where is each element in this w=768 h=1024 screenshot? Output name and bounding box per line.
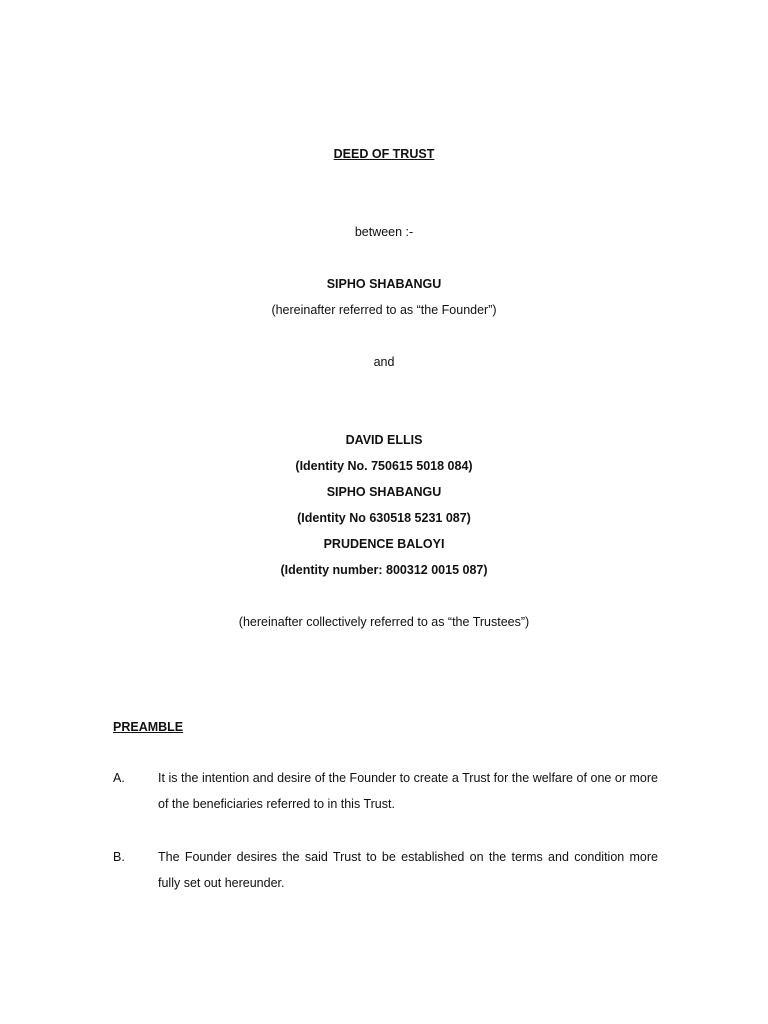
clause-text: It is the intention and desire of the Founder to create a Trust for the welfare of one or more of the beneficiaries referred to in this Trust. (158, 771, 658, 811)
trustee-name: PRUDENCE BALOYI (323, 537, 445, 551)
trustee-name: SIPHO SHABANGU (326, 485, 442, 499)
trustee-id: (Identity number: 800312 0015 087) (280, 563, 488, 577)
founder-name: SIPHO SHABANGU (326, 277, 442, 291)
trustee-id: (Identity No. 750615 5018 084) (295, 459, 473, 473)
clause-letter: B. (113, 850, 125, 864)
founder-role: (hereinafter referred to as “the Founder”) (271, 303, 497, 317)
clause-letter: A. (113, 771, 125, 785)
and-text: and (373, 355, 395, 369)
document-title: DEED OF TRUST (333, 147, 435, 161)
clause-text: The Founder desires the said Trust to be established on the terms and condition more fully set out hereunder. (158, 850, 658, 890)
between-text: between :- (354, 225, 414, 239)
trustee-id: (Identity No 630518 5231 087) (297, 511, 471, 525)
trustee-name: DAVID ELLIS (345, 433, 423, 447)
preamble-heading: PREAMBLE (113, 720, 184, 734)
trustees-role: (hereinafter collectively referred to as “the Trustees”) (238, 615, 530, 629)
